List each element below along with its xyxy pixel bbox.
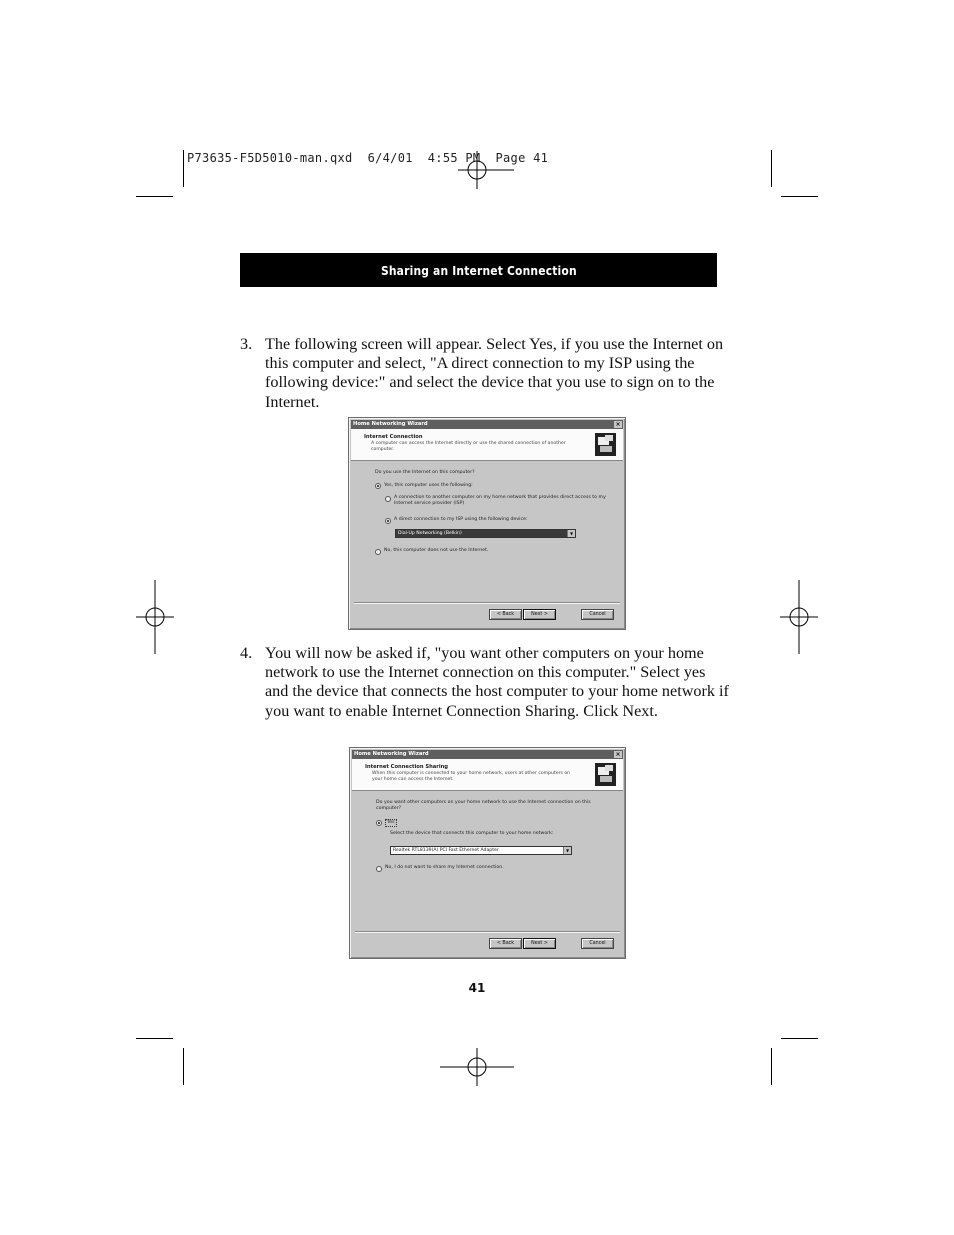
question-label: Do you use the Internet on this computer? [375, 470, 475, 475]
home-networking-wizard-icon [594, 432, 617, 457]
step-number: 4. [240, 644, 253, 662]
option-yes-label: Yes [387, 820, 395, 825]
radio-no [376, 866, 382, 872]
page-number: 41 [468, 981, 486, 995]
next-button: Next > [523, 609, 556, 620]
step-4 [240, 644, 730, 721]
device-prompt-label: Select the device that connects this computer to your home network: [390, 831, 554, 836]
crop-mark-tr-h [781, 196, 818, 197]
close-icon: × [615, 751, 621, 758]
step-3 [240, 335, 730, 412]
button-separator [354, 602, 620, 604]
registration-mark-top-icon [458, 151, 514, 189]
section-title: Sharing an Internet Connection [380, 262, 577, 278]
step-text: You will now be asked if, "you want other computers on your home network to use the Internet connection on this computer." Select yes and the device that connects the host computer to your home network if you want to enable Internet Connection Sharing. Click Next. [265, 644, 729, 720]
crop-mark-tl-v [183, 150, 184, 187]
crop-mark-bl-h [136, 1038, 173, 1039]
crop-mark-br-h [781, 1038, 818, 1039]
next-button: Next > [523, 938, 556, 949]
registration-mark-bottom-icon [440, 1048, 514, 1086]
header-subtitle: A computer can access the Internet directly or use the shared connection of another computer. [371, 441, 566, 452]
dialog-title-bar [352, 750, 623, 759]
registration-mark-right-icon [780, 580, 818, 654]
radio-yes [376, 820, 382, 826]
section-header-bar [240, 253, 717, 287]
registration-mark-left-icon [136, 580, 174, 654]
cancel-button: Cancel [581, 938, 614, 949]
device-value: Dial-Up Networking (Belkin) [398, 531, 462, 536]
device-value: Realtek RTL8139(A) PCI Fast Ethernet Adapter [393, 848, 499, 853]
question-label: Do you want other computers on your home network to use the Internet connection on this computer? [376, 800, 591, 811]
option-no-label: No, I do not want to share my Internet connection. [385, 865, 504, 870]
option-no-label: No, this computer does not use the Internet. [384, 548, 489, 553]
header-subtitle: When this computer is connected to your home network, users at other computers on your home can access the Internet. [372, 771, 571, 782]
dialog-title: Home Networking Wizard [353, 421, 428, 427]
dialog-header [351, 429, 623, 461]
dialog-header [352, 759, 623, 791]
radio-no [375, 549, 381, 555]
step-text: The following screen will appear. Select Yes, if you use the Internet on this computer and select, "A direct connection to my ISP using the following device:" and select the device that you use to sign on to the Internet. [265, 335, 724, 411]
radio-yes [375, 483, 381, 489]
internet-connection-sharing-dialog-screenshot [349, 747, 626, 959]
internet-connection-dialog-screenshot [348, 417, 626, 630]
option-yes-label: Yes, this computer uses the following: [384, 483, 473, 488]
close-icon: × [615, 421, 621, 428]
crop-mark-br-v [771, 1048, 772, 1085]
crop-mark-tl-h [136, 196, 173, 197]
home-networking-wizard-icon [594, 762, 617, 787]
option-direct-label: A direct connection to my ISP using the following device: [394, 517, 528, 522]
chevron-down-icon: ▼ [567, 530, 575, 537]
button-separator [355, 931, 620, 933]
dialog-title-bar [351, 420, 623, 429]
radio-shared-connection [385, 496, 391, 502]
device-select [390, 846, 572, 855]
header-title: Internet Connection Sharing [365, 764, 449, 770]
device-select [395, 529, 576, 538]
step-number: 3. [240, 335, 253, 353]
crop-mark-tr-v [771, 150, 772, 187]
chevron-down-icon: ▼ [563, 847, 571, 854]
printer-slug: P73635-F5D5010-man.qxd 6/4/01 4:55 PM Page 41 [187, 151, 549, 165]
header-title: Internet Connection [364, 434, 423, 440]
option-shared-label: A connection to another computer on my home network that provides direct access to my Internet service provider (ISP) [394, 495, 606, 506]
cancel-button: Cancel [581, 609, 614, 620]
back-button: < Back [489, 609, 522, 620]
crop-mark-bl-v [183, 1048, 184, 1085]
back-button: < Back [489, 938, 522, 949]
dialog-title: Home Networking Wizard [354, 751, 429, 757]
radio-direct-connection [385, 518, 391, 524]
